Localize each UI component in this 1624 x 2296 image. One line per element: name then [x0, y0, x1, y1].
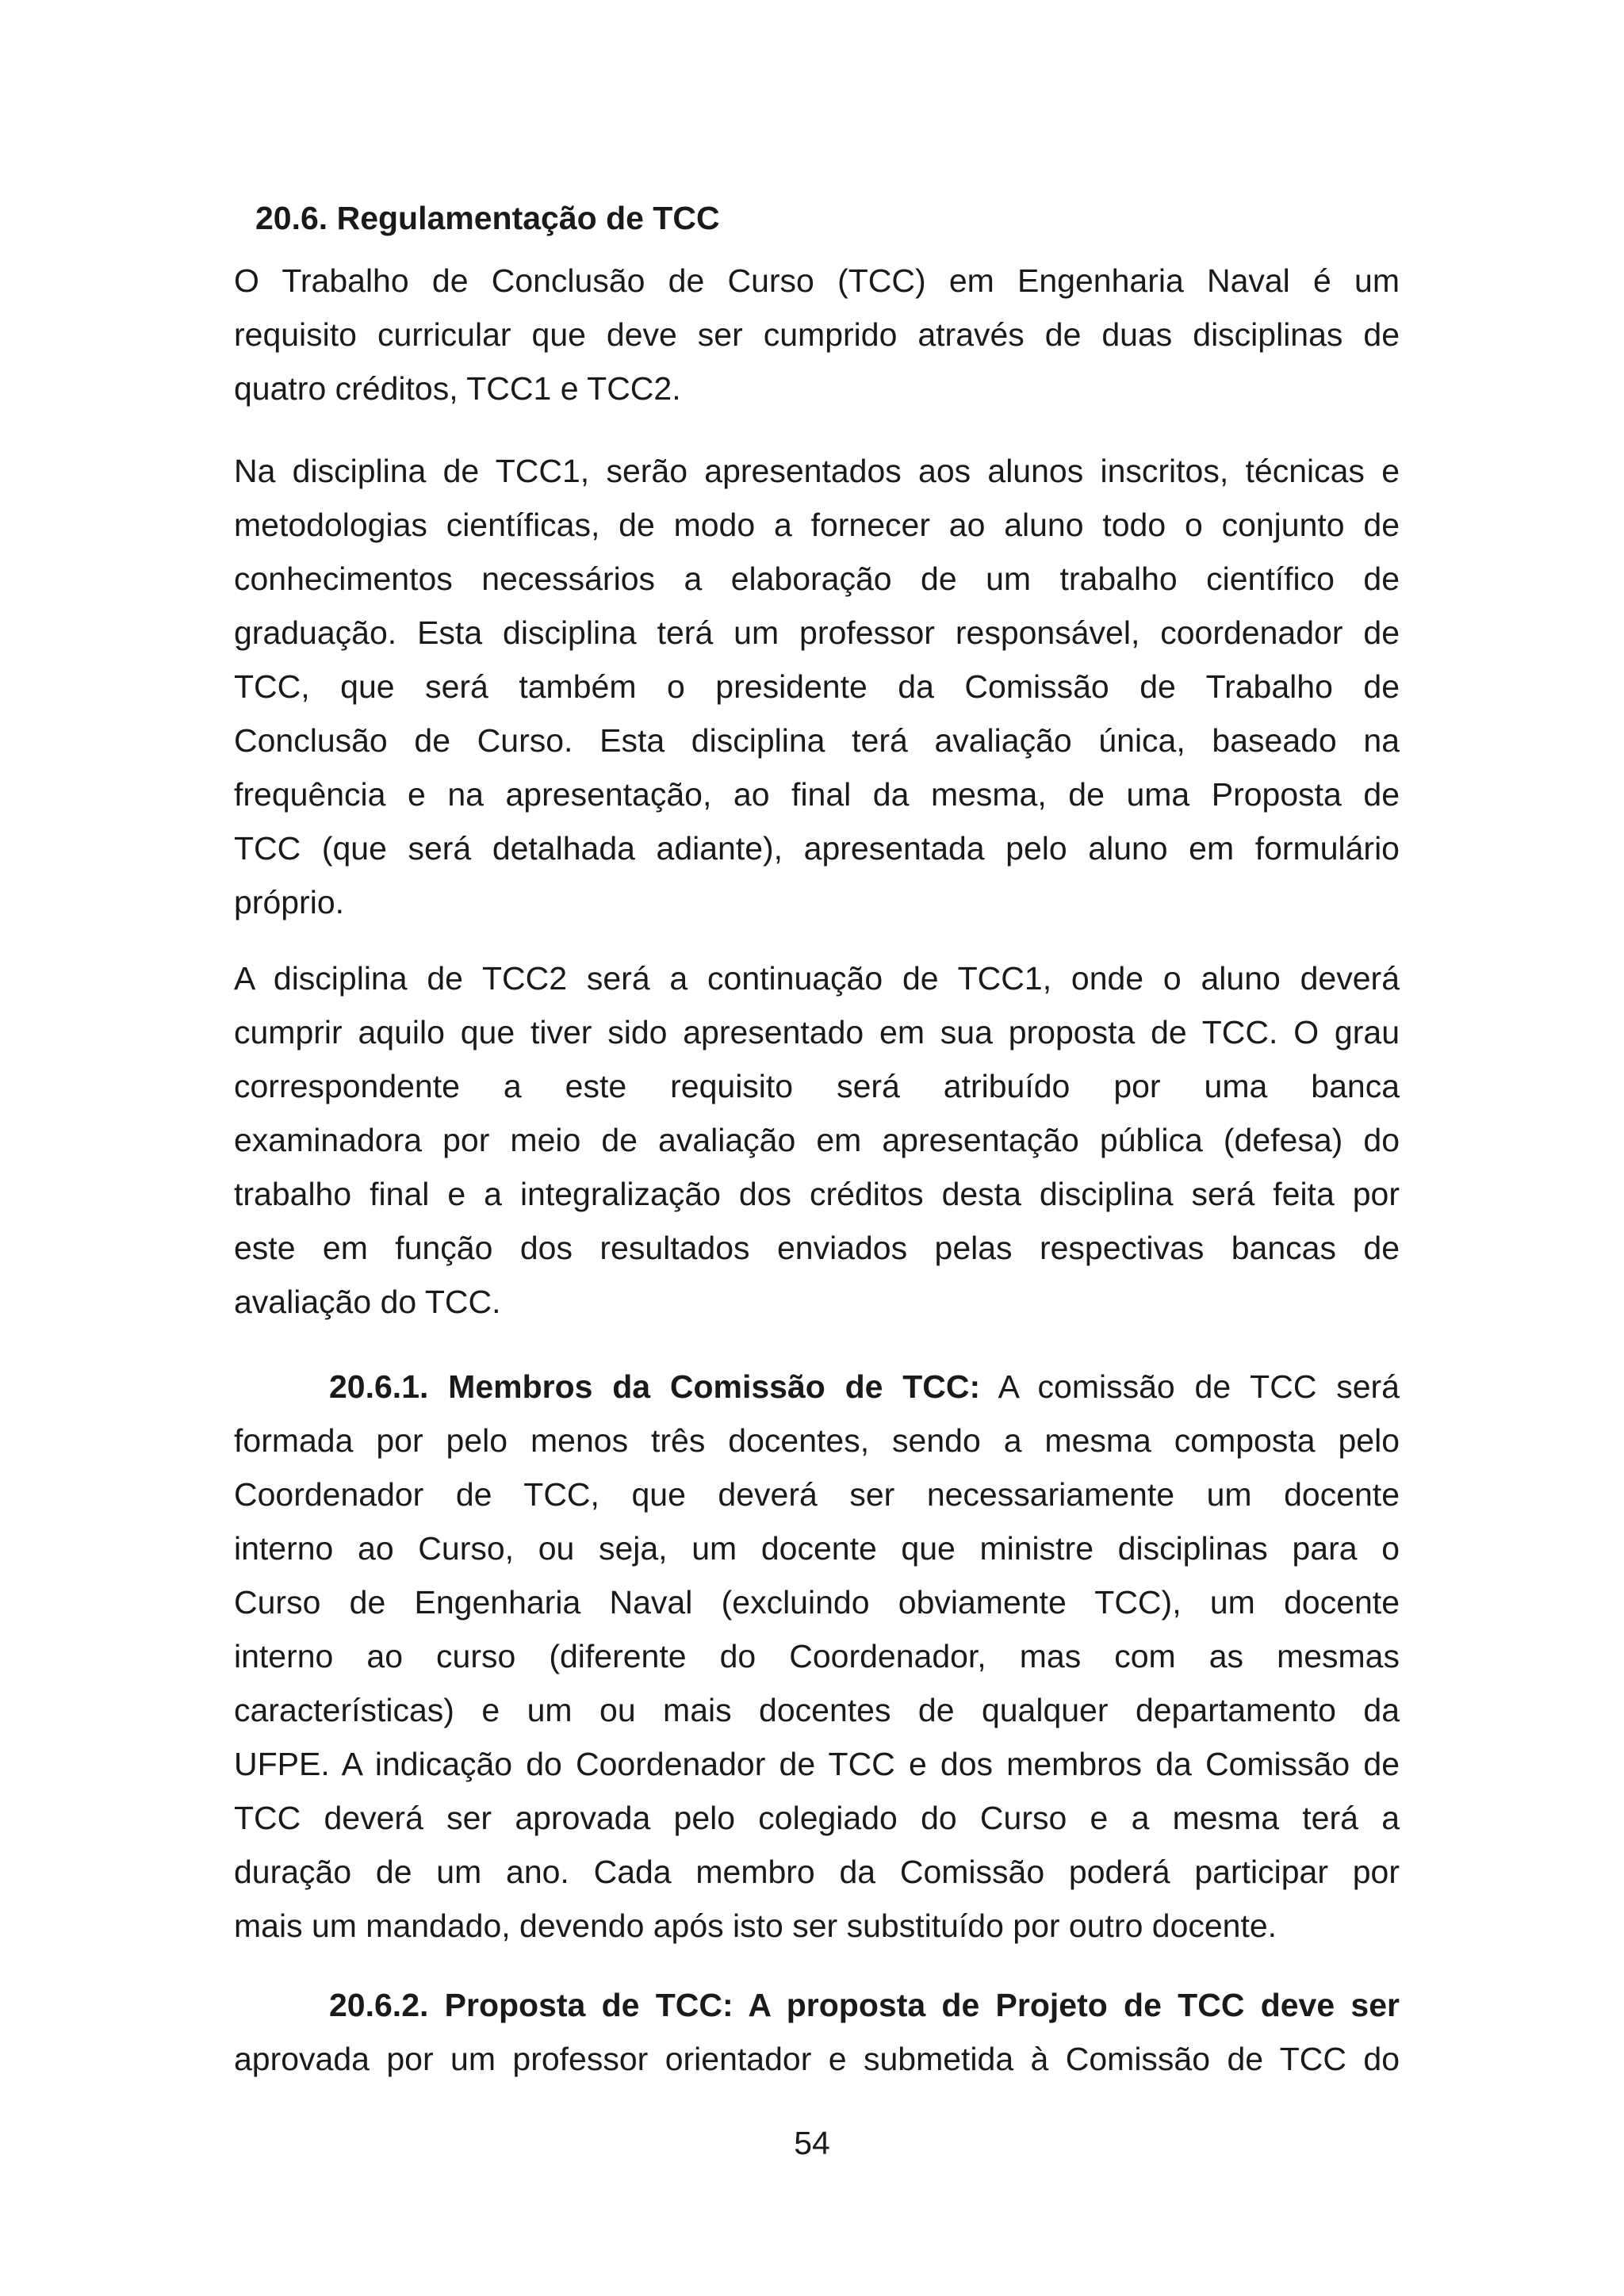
text-line: O Trabalho de Conclusão de Curso (TCC) em Engenharia Naval é um — [234, 262, 1400, 299]
text-line: próprio. — [234, 884, 345, 920]
text-line: requisito curricular que deve ser cumprido através de duas disciplinas de — [234, 316, 1400, 353]
inline-text: A comissão de TCC será — [980, 1368, 1400, 1405]
text-line: correspondente a este requisito será atribuído por uma banca — [234, 1068, 1400, 1104]
text-line: frequência e na apresentação, ao final da mesma, de uma Proposta de — [234, 776, 1400, 813]
text-line: Curso de Engenharia Naval (excluindo obviamente TCC), um docente — [234, 1584, 1400, 1621]
text-line: examinadora por meio de avaliação em apresentação pública (defesa) do — [234, 1122, 1400, 1158]
text-line: TCC, que será também o presidente da Comissão de Trabalho de — [234, 668, 1400, 705]
text-line: graduação. Esta disciplina terá um professor responsável, coordenador de — [234, 614, 1400, 651]
text-line: Na disciplina de TCC1, serão apresentados aos alunos inscritos, técnicas e — [234, 453, 1400, 489]
text-line — [234, 1360, 1400, 1414]
text-line: TCC (que será detalhada adiante), apresentada pelo aluno em formulário — [234, 830, 1400, 867]
paragraph-proposal — [234, 1978, 1400, 2086]
text-line: duração de um ano. Cada membro da Comissão poderá participar por — [234, 1854, 1400, 1890]
paragraph-tcc1 — [234, 444, 1400, 929]
text-line: interno ao curso (diferente do Coordenador, mas com as mesmas — [234, 1638, 1400, 1674]
text-line: avaliação do TCC. — [234, 1284, 501, 1320]
text-line: Conclusão de Curso. Esta disciplina terá avaliação única, baseado na — [234, 722, 1400, 759]
paragraph-commission-members — [234, 1360, 1400, 1953]
text-line: aprovada por um professor orientador e submetida à Comissão de TCC do — [234, 2041, 1400, 2077]
text-line: conhecimentos necessários a elaboração de um trabalho científico de — [234, 561, 1400, 597]
text-line: Coordenador de TCC, que deverá ser necessariamente um docente — [234, 1476, 1400, 1513]
text-line: este em função dos resultados enviados pelas respectivas bancas de — [234, 1230, 1400, 1266]
text-line: mais um mandado, devendo após isto ser substituído por outro docente. — [234, 1908, 1277, 1944]
text-line: TCC deverá ser aprovada pelo colegiado do Curso e a mesma terá a — [234, 1800, 1400, 1836]
text-line: interno ao Curso, ou seja, um docente que ministre disciplinas para o — [234, 1530, 1400, 1567]
subsection-heading: 20.6.1. Membros da Comissão de TCC: — [329, 1368, 981, 1405]
paragraph-tcc-intro — [234, 254, 1400, 415]
paragraph-tcc2 — [234, 951, 1400, 1329]
text-line: metodologias científicas, de modo a fornecer ao aluno todo o conjunto de — [234, 507, 1400, 543]
text-line: formada por pelo menos três docentes, sendo a mesma composta pelo — [234, 1422, 1400, 1459]
subsection-heading: 20.6.2. Proposta de TCC: A proposta de Projeto de TCC deve ser — [329, 1987, 1400, 2023]
text-line: características) e um ou mais docentes de qualquer departamento da — [234, 1692, 1400, 1728]
page-number: 54 — [794, 2125, 830, 2161]
text-line: cumprir aquilo que tiver sido apresentado em sua proposta de TCC. O grau — [234, 1014, 1400, 1050]
text-line: UFPE. A indicação do Coordenador de TCC e dos membros da Comissão de — [234, 1746, 1400, 1782]
text-line: trabalho final e a integralização dos créditos desta disciplina será feita por — [234, 1176, 1400, 1212]
text-line: quatro créditos, TCC1 e TCC2. — [234, 370, 681, 407]
section-heading: 20.6. Regulamentação de TCC — [255, 200, 720, 236]
text-line: A disciplina de TCC2 será a continuação de TCC1, onde o aluno deverá — [234, 960, 1400, 997]
